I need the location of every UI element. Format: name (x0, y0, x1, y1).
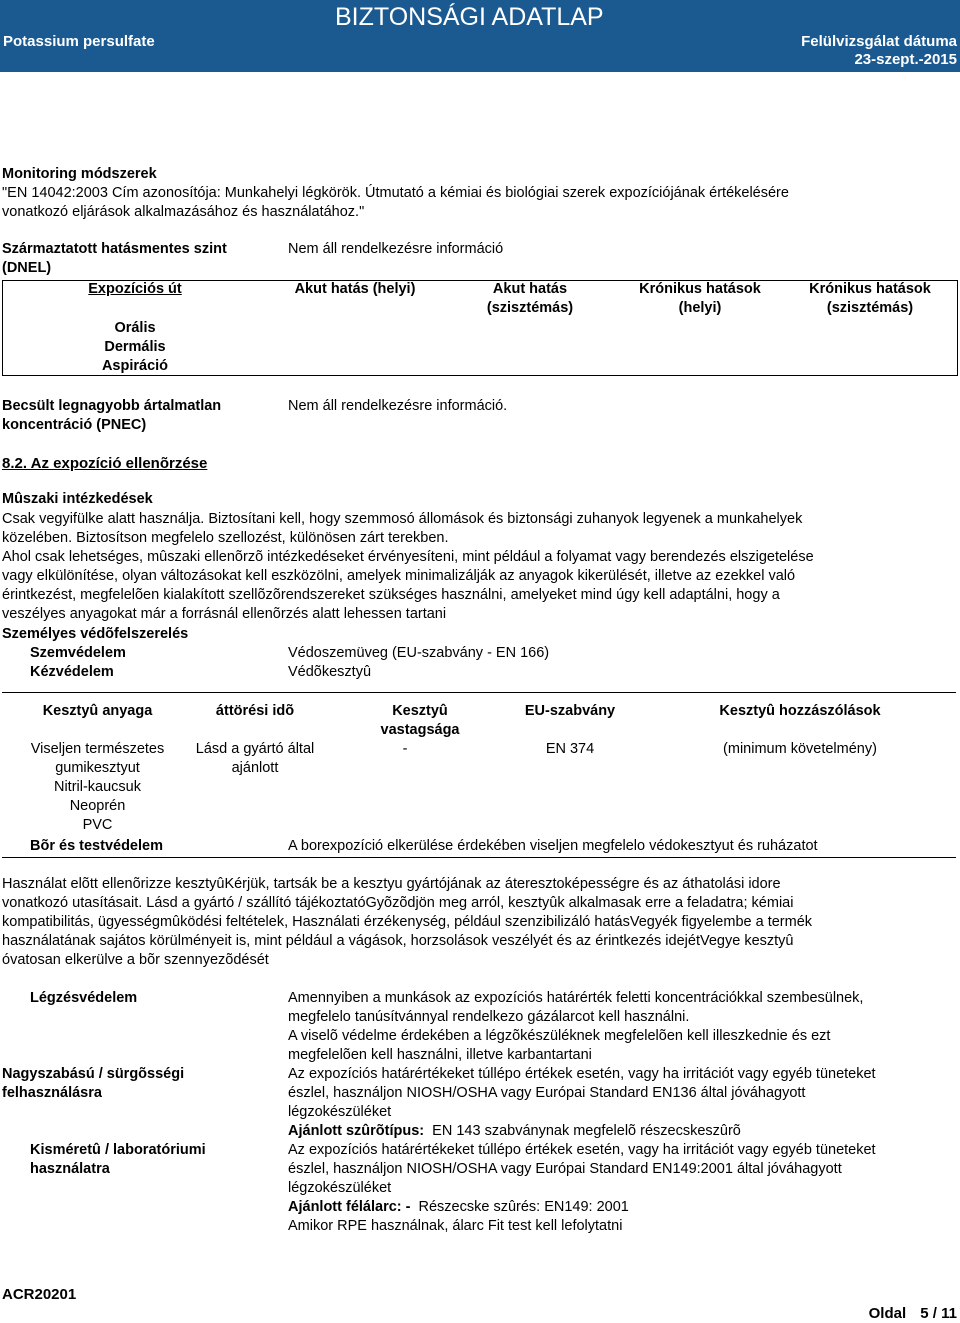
engineering-line: veszélyes anyagokat már a forrásnál ellenõrzés alatt lehessen tartani (2, 606, 447, 622)
monitoring-heading: Monitoring módszerek (2, 166, 157, 182)
glove-comments-value: (minimum követelmény) (723, 741, 877, 757)
glove-col-thickness-1: Kesztyû (392, 703, 448, 719)
glove-col-thickness-2: vastagsága (380, 722, 460, 738)
respiratory-line: Az expozíciós határértékeket túllépo értékek esetén, vagy ha irritációt vagy egyéb tüneteket (288, 1142, 876, 1158)
respiratory-line: észlel, használjon NIOSH/OSHA vagy Európai Standard EN136 által jóváhagyott (288, 1085, 806, 1101)
hand-protection-label: Kézvédelem (30, 664, 114, 680)
glove-table-top-rule (2, 692, 956, 693)
emergency-use-label-2: felhasználásra (2, 1085, 102, 1101)
dnel-route-aspiration: Aspiráció (101, 358, 169, 374)
respiratory-line: észlel, használjon NIOSH/OSHA vagy Európai Standard EN149:2001 által jóváhagyott (288, 1161, 842, 1177)
header-band (0, 0, 960, 72)
dnel-label-1: Származtatott hatásmentes szint (2, 241, 227, 257)
fit-test-line: Amikor RPE használnak, álarc Fit test kell lefolytatni (288, 1218, 623, 1234)
revision-label: Felülvizsgálat dátuma (801, 33, 957, 50)
engineering-line: Ahol csak lehetséges, mûszaki ellenõrzõ intézkedéseket érvényesíteni, mint például a folyamat vagy berendezés elszigetelése (2, 549, 814, 565)
pnec-label-1: Becsült legnagyobb ártalmatlan (2, 398, 222, 414)
glove-note-line: óvatosan elkerülve a bõr szennyezõdését (2, 952, 269, 968)
dnel-col-chronic-sys-1: Krónikus hatások (809, 281, 931, 297)
respiratory-line: légzokészüléket (288, 1104, 392, 1120)
pnec-label-2: koncentráció (PNEC) (2, 417, 147, 433)
glove-breakthrough-line: ajánlott (231, 760, 279, 776)
engineering-heading: Mûszaki intézkedések (2, 491, 153, 507)
dnel-route-dermal: Dermális (104, 339, 166, 355)
respiratory-line: megfelelo tanúsítvánnyal rendelkezo gázálarcot kell használni. (288, 1009, 690, 1025)
glove-material-line: PVC (82, 817, 113, 833)
page-label: Oldal (868, 1305, 907, 1322)
dnel-col-acute-local: Akut hatás (helyi) (294, 281, 416, 297)
glove-breakthrough-line: Lásd a gyártó által (195, 741, 315, 757)
respiratory-line: megfelelõen kell használni, illetve karbantartani (288, 1047, 592, 1063)
half-mask-row (288, 1198, 629, 1217)
eye-protection-label: Szemvédelem (30, 645, 126, 661)
skin-protection-label: Bõr és testvédelem (30, 838, 163, 854)
glove-thickness-value: - (402, 741, 408, 757)
glove-col-comments: Kesztyû hozzászólások (719, 703, 881, 719)
dnel-route-oral: Orális (114, 320, 156, 336)
product-name: Potassium persulfate (3, 33, 155, 50)
dnel-col-acute-sys-1: Akut hatás (492, 281, 568, 297)
hand-protection-value: Védõkesztyû (288, 664, 372, 680)
monitoring-text-1: "EN 14042:2003 Cím azonosítója: Munkahelyi légkörök. Útmutató a kémiai és biológiai szerek expozíciójának értékelésére (2, 185, 789, 201)
eye-protection-value: Védoszemüveg (EU-szabvány - EN 166) (288, 645, 550, 661)
filter-type-label: Ajánlott szûrõtípus: (288, 1123, 425, 1139)
filter-type-value: EN 143 szabványnak megfelelõ részecskeszûrõ (432, 1123, 741, 1139)
dnel-col-chronic-local-2: (helyi) (678, 300, 722, 316)
skin-protection-value: A borexpozíció elkerülése érdekében viseljen megfelelo védokesztyut és ruházatot (288, 838, 818, 854)
page-value: 5 / 11 (920, 1305, 957, 1322)
glove-standard-value: EN 374 (545, 741, 595, 757)
ppe-heading: Személyes védõfelszerelés (2, 626, 189, 642)
dnel-value: Nem áll rendelkezésre információ (288, 241, 504, 257)
revision-date: 23-szept.-2015 (854, 51, 957, 68)
glove-note-line: Használat elõtt ellenõrizze kesztyûKérjük, tartsák be a kesztyu gyártójának az áteresztoképességre és az áthatolási idore (2, 876, 781, 892)
dnel-col-chronic-sys-2: (szisztémás) (826, 300, 914, 316)
section-82-heading: 8.2. Az expozíció ellenõrzése (2, 455, 208, 472)
filter-type-row (288, 1122, 741, 1141)
respiratory-line: légzokészüléket (288, 1180, 392, 1196)
dnel-col-route: Expozíciós út (88, 281, 182, 297)
glove-material-line: Neoprén (69, 798, 126, 814)
glove-table-bottom-rule (2, 857, 956, 858)
page-number (869, 1304, 957, 1323)
glove-col-standard: EU-szabvány (524, 703, 616, 719)
glove-note-line: használatának sajátos körülményeit is, mint például a vágások, horzsolások veszélyét és az érintkezés idejétVegye kesztyû (2, 933, 794, 949)
glove-material-line: Viseljen természetes (30, 741, 165, 757)
engineering-line: érintkezést, megfelelõen kialakított szellõzõrendszereket szükséges használni, amelyeket mind úgy kell adaptálni, hogy a (2, 587, 780, 603)
footer-code: ACR20201 (2, 1286, 77, 1303)
dnel-col-acute-sys-2: (szisztémás) (486, 300, 574, 316)
dnel-col-chronic-local-1: Krónikus hatások (639, 281, 761, 297)
respiratory-line: A viselõ védelme érdekében a légzõkészüléknek megfelelõen kell illeszkednie és ezt (288, 1028, 831, 1044)
monitoring-text-2: vonatkozó eljárások alkalmazásához és használatához." (2, 204, 365, 220)
half-mask-value: Részecske szûrés: EN149: 2001 (418, 1199, 629, 1215)
lab-use-label-1: Kisméretû / laboratóriumi (30, 1142, 206, 1158)
glove-note-line: kompatibilitás, ügyességmûködési feltételek, Használati érzékenység, például szenzibilizáló hatásVegyék figyelembe a termék (2, 914, 813, 930)
document-title: BIZTONSÁGI ADATLAP (335, 3, 604, 31)
glove-material-line: Nitril-kaucsuk (53, 779, 141, 795)
glove-col-material: Kesztyû anyaga (42, 703, 153, 719)
emergency-use-label-1: Nagyszabású / sürgõsségi (2, 1066, 185, 1082)
engineering-line: Csak vegyifülke alatt használja. Biztosítani kell, hogy szemmosó állomások és biztonsági zuhanyok legyenek a munkahelyek (2, 511, 803, 527)
glove-material-line: gumikesztyut (55, 760, 140, 776)
glove-note-line: vonatkozó utasításait. Lásd a gyártó / szállító tájékoztatóGyõzõdjön meg arról, kesztyûk alkalmasak erre a feladatra; kémiai (2, 895, 794, 911)
respiratory-line: Az expozíciós határértékeket túllépo értékek esetén, vagy ha irritációt vagy egyéb tüneteket (288, 1066, 876, 1082)
lab-use-label-2: használatra (30, 1161, 110, 1177)
engineering-line: közelében. Biztosítson megfelelo szellozést, különösen zárt terekben. (2, 530, 449, 546)
respiratory-line: Amennyiben a munkások az expozíciós határérték feletti koncentrációkkal szembesülnek, (288, 990, 864, 1006)
engineering-line: vagy elkülönítése, olyan változásokat kell eszközölni, amelyek minimalizálják az anyagok kikerülését, illetve az ezekkel való (2, 568, 796, 584)
half-mask-label: Ajánlott félálarc: - (288, 1199, 411, 1215)
dnel-label-2: (DNEL) (2, 260, 52, 276)
pnec-value: Nem áll rendelkezésre információ. (288, 398, 508, 414)
glove-col-breakthrough: áttörési idõ (215, 703, 295, 719)
respiratory-label: Légzésvédelem (30, 990, 138, 1006)
